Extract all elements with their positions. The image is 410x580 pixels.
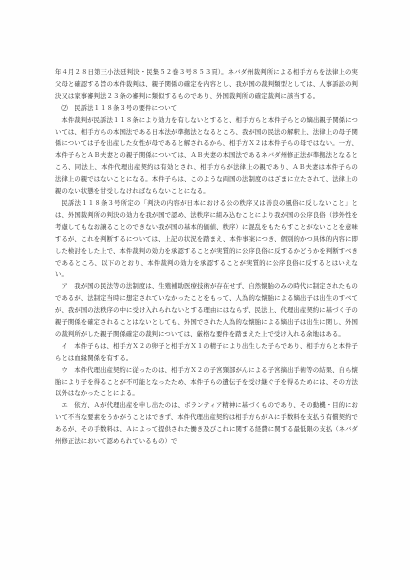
paragraph: エ 依方、Ａが代理出産を申し出たのは、ボランティア精神に基づくものであり、その動機・目的において不当な要素をうかがうことはできず、本件代理出産契約は相手方らがＡに手数料を支払う有償契約であるが、その手数料は、Ａによって提供された働き及びこれに関する経費に関する最低限の支払（ネバダ州修正法において認められているもの）で [55,402,358,446]
paragraph: 民訴法１１８条３号所定の「判決の内容が日本における公の秩序又は善良の風俗に反しないこと」とは、外国裁判所の判決の効力を我が国で認め、法秩序に組み込むことにより我が国の公序良俗（渉外性を考慮してもなお譲ることのできない我が国の基本的価値、秩序）に混乱をもたらすことがないことを意味するが、これを判断するについては、上記の状況を踏まえ、本件事案につき、個別的かつ具体的内容に即した検討をした上で、本件裁判の効力を承認することが実質的に公序良俗に反するかどうかを判断すべきであるところ、以下のとおり、本件裁判の効力を承認することが実質的に公序良俗に反するとはいえない。 [55,199,358,279]
paragraph: ア 我が国の民法等の法制度は、生殖補助医療技術が存在せず、自然懐胎のみの時代に制定されたものであるが、法制定当時に想定されていなかったことをもって、人為的な懐胎による嫡出子は出生のすべてが、我が国の法秩序の中に受け入れられないとする理由にはならず、民法上、代理出産契約に基づく子の親子関係を確定されることはないとしても、外国でされた人為的な懐胎による嫡出子は出生に関し、外国の裁判所がした親子関係確定の裁判については、厳格な要件を踏まえた上で受け入れる余地はある。 [55,283,358,338]
paragraph: 年４月２８日第三小法廷判決・民集５２巻３号８５３頁）。ネバダ州裁判所による相手方らを法律上の実父母と確認する旨の本件裁判は、親子関係の確定を内容とし、我が国の裁判類型としては、人事訴訟の判決又は家事審判法２３条の審判に類似するものであり、外国裁判所の確定裁判に該当する。 [55,69,358,100]
paragraph: イ 本件子らは、相手方Ｘ２の卵子と相手方Ｘ１の精子により出生した子らであり、相手方らと本件子らとは血縁関係を有する。 [55,342,358,362]
document-body [55,67,358,448]
section-heading: ⑵ 民訴法１１８条３号の要件について [61,104,178,112]
paragraph: ウ 本件代理出産契約に従ったのは、相手方Ｘ２の子宮頸部がんによる子宮摘出手術等の結果、自ら懐胎により子を得ることが不可能となったため、本件子らの遺伝子を受け継ぐ子を得るためには、その方法以外はなかったことによる。 [55,366,358,398]
paragraph: 本件裁判が民訴法１１８条により効力を有しないとすると、相手方らと本件子らとの嫡出親子関係については、相手方らの本国法である日本法が準拠法となるところ、我が国の民法の解釈上、法律上の母子関係については子を出産した女性が母であると解されるから、相手方Ｘ２は本件子らの母ではない。一方、本件子らとＡＢ夫妻との親子関係については、ＡＢ夫妻の本国法であるネバダ州修正法が準拠法となるところ、同法上、本件代理出産契約は有効とされ、相手方らが法律上の親であり、ＡＢ夫妻は本件子らの法律上の親ではないことになる。本件子らは、このような両国の法制度のはざまに立たされて、法律上の親のない状態を甘受しなければならないことになる。 [55,116,358,196]
